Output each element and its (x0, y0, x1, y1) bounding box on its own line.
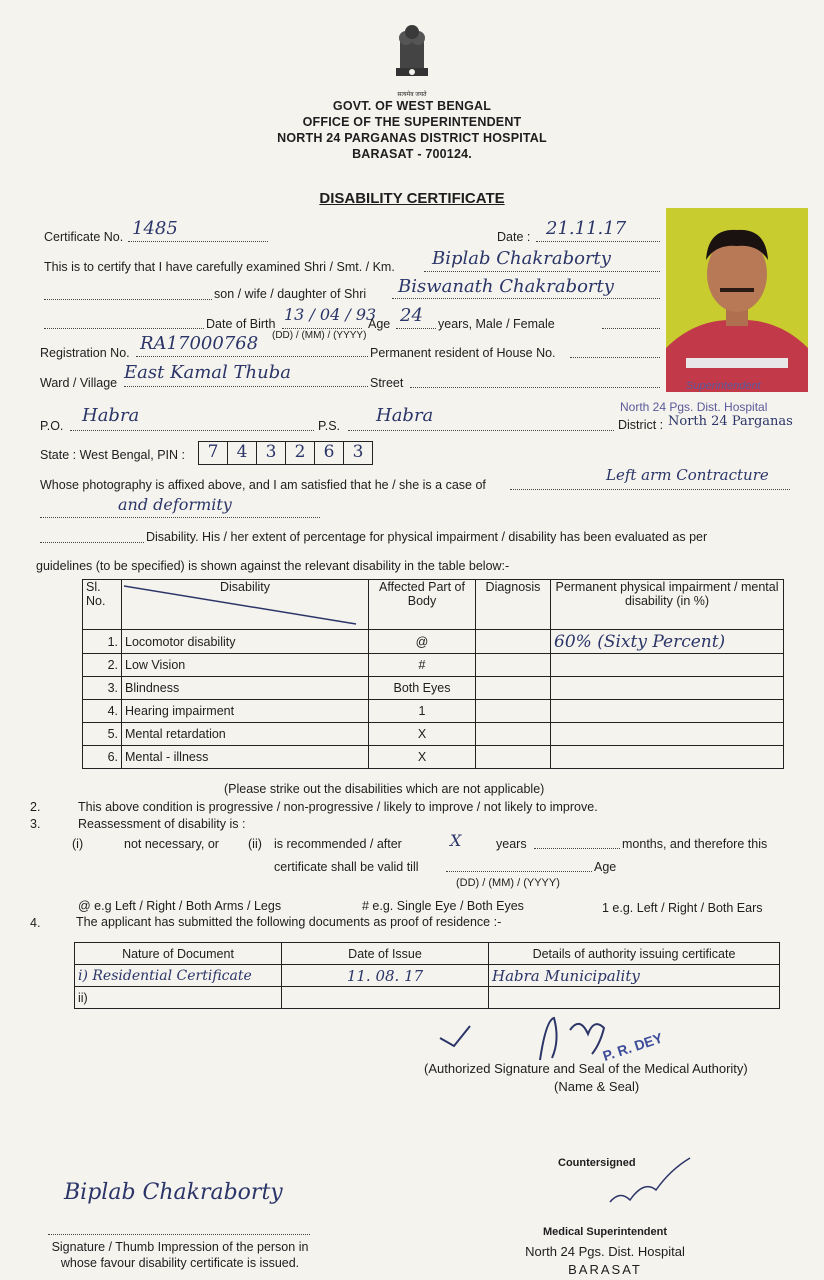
pin-digit: 4 (228, 441, 257, 465)
po-value: Habra (82, 405, 140, 426)
countersigned-label: Countersigned (558, 1157, 636, 1169)
row-percent (551, 746, 784, 769)
row-part: Both Eyes (369, 677, 476, 700)
superintendent-3: BARASAT (568, 1262, 642, 1277)
row-sl: 3. (83, 677, 122, 700)
note3-ii-text: is recommended / after (274, 837, 402, 851)
note3-i-text: not necessary, or (124, 837, 219, 851)
header-line4: BARASAT - 700124. (352, 147, 472, 161)
case-label: Whose photography is affixed above, and I am satisfied that he / she is a case of (40, 478, 486, 492)
certify-label: This is to certify that I have carefully examined Shri / Smt. / Km. (44, 260, 395, 274)
row-part: X (369, 723, 476, 746)
doc-authority: Habra Municipality (489, 965, 780, 987)
cert-no-value: 1485 (132, 218, 178, 239)
row-part: X (369, 746, 476, 769)
ward-label: Ward / Village (40, 376, 118, 390)
col-diagnosis: Diagnosis (476, 580, 551, 630)
name-seal-label: (Name & Seal) (554, 1079, 640, 1094)
guidelines-label: guidelines (to be specified) is shown against the relevant disability in the table below:- (36, 559, 510, 573)
note4-text: The applicant has submitted the following documents as proof of residence :- (76, 915, 502, 929)
col-part: Affected Part of Body (369, 580, 476, 630)
dob-format: (DD) / (MM) / (YYYY) (272, 330, 367, 341)
col-percent: Permanent physical impairment / mental disability (in %) (551, 580, 784, 630)
superintendent-1: Medical Superintendent (542, 1226, 668, 1238)
note3-num: 3. (30, 817, 41, 831)
ward-value: East Kamal Thuba (124, 362, 291, 383)
authorized-signature-label: (Authorized Signature and Seal of the Medical Authority) (424, 1061, 748, 1076)
note3-valid-format: (DD) / (MM) / (YYYY) (456, 877, 560, 889)
row-percent (551, 677, 784, 700)
row-percent: 60% (Sixty Percent) (551, 630, 784, 654)
eg-eyes: # e.g. Single Eye / Both Eyes (362, 899, 524, 913)
countersign-scribble (600, 1150, 700, 1210)
applicant-photo (666, 208, 808, 392)
dob-label: Date of Birth (206, 317, 276, 331)
note4-num: 4. (30, 916, 41, 930)
doc-date (282, 987, 489, 1009)
pin-boxes (198, 441, 373, 465)
stamp-name: P. R. DEY (600, 1029, 665, 1064)
row-disability: Locomotor disability (122, 630, 369, 654)
age-label: Age (368, 317, 391, 331)
applicant-signature: Biplab Chakraborty (64, 1180, 283, 1205)
row-sl: 2. (83, 654, 122, 677)
row-sl: 6. (83, 746, 122, 769)
resident-label: Permanent resident of House No. (370, 346, 556, 360)
ps-label: P.S. (318, 419, 341, 433)
row-diagnosis (476, 654, 551, 677)
age-value: 24 (400, 305, 423, 326)
years-label: years, Male / Female (438, 317, 555, 331)
note3-years-label: years (496, 837, 527, 851)
note2-num: 2. (30, 800, 41, 814)
son-label: son / wife / daughter of Shri (214, 287, 367, 301)
strike-note: (Please strike out the disabilities which are not applicable) (224, 782, 545, 796)
table-row (83, 746, 784, 769)
applicant-caption-1: Signature / Thumb Impression of the person in (51, 1240, 309, 1254)
header-strike-line (120, 582, 360, 628)
pin-digit: 2 (286, 441, 315, 465)
date-label: Date : (497, 230, 531, 244)
table-row (83, 630, 784, 654)
ps-value: Habra (376, 405, 434, 426)
documents-table-header (75, 943, 780, 965)
eg-ears: 1 e.g. Left / Right / Both Ears (602, 901, 763, 915)
note3-i: (i) (72, 837, 84, 851)
pin-digit: 7 (198, 441, 228, 465)
row-diagnosis (476, 677, 551, 700)
row-part: # (369, 654, 476, 677)
certificate-title: DISABILITY CERTIFICATE (319, 190, 505, 207)
row-diagnosis (476, 630, 551, 654)
district-value: North 24 Parganas (668, 414, 793, 429)
note3-valid-age: Age (594, 860, 617, 874)
note3-text: Reassessment of disability is : (78, 817, 246, 831)
eg-arms-legs: @ e.g Left / Right / Both Arms / Legs (78, 899, 282, 913)
row-disability: Hearing impairment (122, 700, 369, 723)
col-authority: Details of authority issuing certificate (489, 943, 780, 965)
col-nature: Nature of Document (75, 943, 282, 965)
col-sl: Sl. No. (83, 580, 122, 630)
note3-years-value: X (450, 831, 462, 850)
reg-label: Registration No. (40, 346, 130, 360)
row-disability: Mental retardation (122, 723, 369, 746)
header-line3: NORTH 24 PARGANAS DISTRICT HOSPITAL (277, 131, 547, 145)
note3-ii: (ii) (248, 837, 262, 851)
po-label: P.O. (40, 419, 64, 433)
reg-value: RA17000768 (140, 333, 259, 354)
row-part: @ (369, 630, 476, 654)
pin-digit: 3 (257, 441, 286, 465)
doc-nature: ii) (75, 987, 282, 1009)
applicant-caption-2: whose favour disability certificate is issued. (60, 1256, 300, 1270)
row-diagnosis (476, 746, 551, 769)
row-percent (551, 723, 784, 746)
header-line2: OFFICE OF THE SUPERINTENDENT (302, 115, 522, 129)
emblem-caption: सत्यमेव जयते (397, 92, 427, 98)
row-disability: Low Vision (122, 654, 369, 677)
case-value-1: Left arm Contracture (606, 466, 769, 484)
state-emblem (386, 18, 438, 92)
doc-nature: i) Residential Certificate (75, 965, 282, 987)
father-value: Biswanath Chakraborty (398, 276, 614, 297)
photo-stamp-line2: North 24 Pgs. Dist. Hospital (620, 400, 768, 414)
superintendent-2: North 24 Pgs. Dist. Hospital (525, 1244, 685, 1259)
case-value-2: and deformity (118, 495, 232, 514)
table-row (83, 700, 784, 723)
district-label: District : (618, 418, 664, 432)
col-disability: Disability (122, 580, 369, 630)
pin-digit: 6 (315, 441, 344, 465)
row-sl: 5. (83, 723, 122, 746)
pin-digit: 3 (344, 441, 373, 465)
row-sl: 4. (83, 700, 122, 723)
dob-value: 13 / 04 / 93 (284, 305, 377, 324)
disability-label: Disability. His / her extent of percentage for physical impairment / disability has been evaluated as per (146, 530, 708, 544)
table-row (83, 723, 784, 746)
col-date: Date of Issue (282, 943, 489, 965)
row-diagnosis (476, 723, 551, 746)
photo-stamp-line1: Superintendent (686, 380, 761, 392)
table-row (75, 987, 780, 1009)
row-percent (551, 700, 784, 723)
cert-no-label: Certificate No. (44, 230, 124, 244)
note3-valid-label: certificate shall be valid till (274, 860, 419, 874)
header-line1: GOVT. OF WEST BENGAL (332, 99, 492, 113)
doc-date: 11. 08. 17 (282, 965, 489, 987)
row-percent (551, 654, 784, 677)
state-label: State : West Bengal, PIN : (40, 448, 185, 462)
row-diagnosis (476, 700, 551, 723)
name-value: Biplab Chakraborty (432, 248, 611, 269)
row-disability: Blindness (122, 677, 369, 700)
note3-months-label: months, and therefore this (622, 837, 768, 851)
table-row (75, 965, 780, 987)
row-part: 1 (369, 700, 476, 723)
street-label: Street (370, 376, 404, 390)
header-block (200, 98, 624, 162)
row-disability: Mental - illness (122, 746, 369, 769)
date-value: 21.11.17 (546, 218, 627, 239)
table-row (83, 677, 784, 700)
documents-table (74, 942, 780, 1009)
note2-text: This above condition is progressive / non-progressive / likely to improve / not likely to improve. (78, 800, 598, 814)
row-sl: 1. (83, 630, 122, 654)
table-row (83, 654, 784, 677)
